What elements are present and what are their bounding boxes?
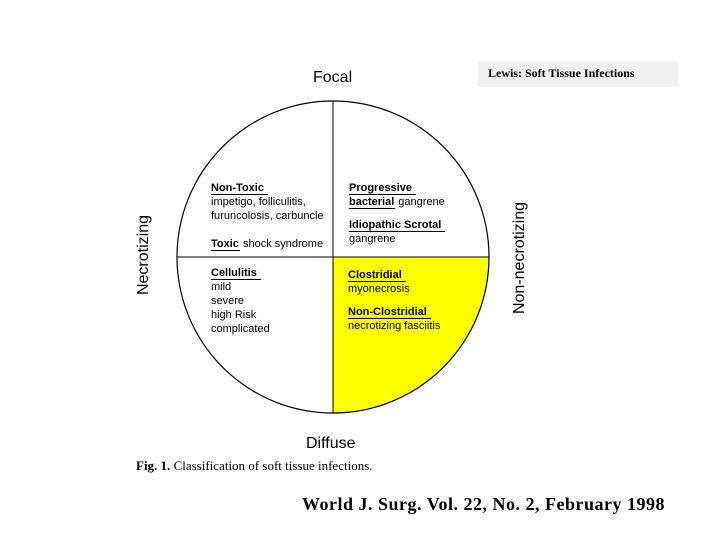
running-head: Lewis: Soft Tissue Infections xyxy=(488,66,635,80)
toxic-text: shock syndrome xyxy=(239,238,324,250)
non-clostridial-heading: Non-Clostridial xyxy=(348,306,431,319)
quadrant-bottom-right xyxy=(348,268,440,333)
bacterial-text: gangrene xyxy=(395,196,445,208)
axis-right-label: Non-necrotizing xyxy=(511,201,528,315)
toxic-heading: Toxic xyxy=(211,238,239,250)
axis-left-label: Necrotizing xyxy=(135,214,152,296)
quadrant-top-left xyxy=(211,181,324,251)
cellulitis-heading: Cellulitis xyxy=(211,267,261,280)
quadrant-top-right xyxy=(349,181,445,246)
axis-top-label: Focal xyxy=(313,69,353,86)
citation: World J. Surg. Vol. 22, No. 2, February 1998 xyxy=(302,494,666,514)
cellulitis-item: complicated xyxy=(211,323,270,335)
caption-label: Fig. 1. xyxy=(136,458,171,473)
cellulitis-item: mild xyxy=(211,281,232,293)
non-toxic-item: impetigo, folliculitis, xyxy=(211,196,306,208)
idiopathic-heading: Idiopathic Scrotal xyxy=(349,219,445,232)
progressive-heading: Progressive xyxy=(349,182,416,195)
figure-caption xyxy=(136,458,373,474)
idiopathic-text: gangrene xyxy=(349,233,396,245)
clostridial-text: myonecrosis xyxy=(348,283,410,295)
bacterial-heading: bacterial xyxy=(349,196,395,208)
cellulitis-item: high Risk xyxy=(211,309,257,321)
non-toxic-heading: Non-Toxic xyxy=(211,182,268,195)
clostridial-heading: Clostridial xyxy=(348,269,406,282)
quadrant-bottom-left xyxy=(211,266,270,336)
cellulitis-item: severe xyxy=(211,295,245,307)
caption-text: Classification of soft tissue infections. xyxy=(173,458,373,473)
non-toxic-item: furuncolosis, carbuncle xyxy=(211,210,324,222)
non-clostridial-text: necrotizing fasciitis xyxy=(348,320,441,332)
axis-bottom-label: Diffuse xyxy=(306,435,356,452)
